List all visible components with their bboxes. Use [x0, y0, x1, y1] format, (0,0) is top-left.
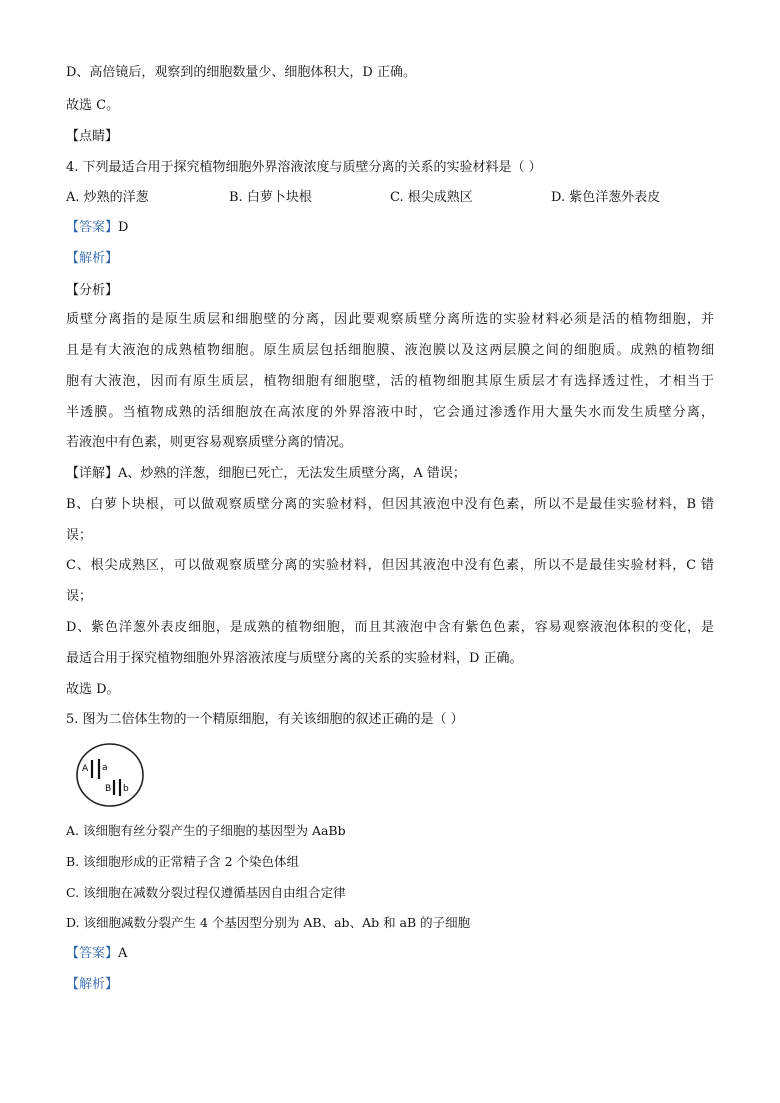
q4-option-c: C. 根尖成熟区	[390, 190, 473, 205]
q4-analysis-line-3: 胞有大液泡，因而有原生质层，植物细胞有细胞壁，活的植物细胞其原生质层才有选择透过性，才相当于	[66, 374, 714, 389]
answer-tag: 【答案】	[66, 946, 119, 961]
q4-analysis-tag: 【分析】	[66, 283, 119, 298]
prev-conclusion: 故选 C。	[66, 98, 120, 113]
q4-answer	[66, 219, 714, 237]
q4-analysis-line-5: 若液泡中有色素，则更容易观察质壁分离的情况。	[66, 435, 353, 450]
q4-conclusion: 故选 D。	[66, 682, 120, 697]
chromosome-pair-1	[92, 759, 99, 779]
q4-analysis-line-4: 半透膜。当植物成熟的活细胞放在高浓度的外界溶液中时，它会通过渗透作用大量失水而发生质壁分离，	[66, 405, 714, 420]
q5-stem: 5. 图为二倍体生物的一个精原细胞，有关该细胞的叙述正确的是（ ）	[66, 712, 464, 727]
q4-option-a: A. 炒熟的洋葱	[66, 190, 149, 205]
chromosome-pair-2	[114, 779, 120, 796]
prev-analysis-d: D、高倍镜后，观察到的细胞数量少、细胞体积大，D 正确。	[66, 65, 416, 80]
q4-stem: 4. 下列最适合用于探究植物细胞外界溶液浓度与质壁分离的关系的实验材料是（ ）	[66, 160, 542, 175]
q4-analysis-line-1: 质壁分离指的是原生质层和细胞壁的分离，因此要观察质壁分离所选的实验材料必须是活的植物细胞，并	[66, 312, 714, 327]
q4-analysis-line-2: 且是有大液泡的成熟植物细胞。原生质层包括细胞膜、液泡膜以及这两层膜之间的细胞质。成熟的植物细	[66, 343, 714, 358]
q4-detail-b-2: 误；	[66, 528, 93, 543]
q4-option-d: D. 紫色洋葱外表皮	[551, 190, 661, 205]
gene-label-a-lower: a	[102, 763, 108, 773]
spermatogonium-cell-diagram	[72, 740, 152, 808]
cell-membrane-circle	[77, 744, 143, 806]
prev-comment-tag: 【点睛】	[66, 129, 119, 144]
q4-option-b: B. 白萝卜块根	[229, 190, 312, 205]
gene-label-b-lower: b	[123, 784, 129, 794]
gene-label-b-upper: B	[105, 784, 112, 794]
q4-detail-c-2: 误；	[66, 589, 93, 604]
q5-option-c: C. 该细胞在减数分裂过程仅遵循基因自由组合定律	[66, 885, 346, 900]
gene-label-a-upper: A	[82, 764, 89, 774]
q4-detail-a: 【详解】A、炒熟的洋葱，细胞已死亡，无法发生质壁分离，A 错误；	[66, 466, 466, 481]
q5-option-b: B. 该细胞形成的正常精子含 2 个染色体组	[66, 854, 300, 869]
q5-option-a: A. 该细胞有丝分裂产生的子细胞的基因型为 AaBb	[66, 823, 346, 838]
q4-explain-tag: 【解析】	[66, 251, 119, 266]
answer-tag: 【答案】	[66, 220, 119, 235]
q5-explain-tag: 【解析】	[66, 977, 119, 992]
answer-value: D	[118, 220, 129, 235]
q5-answer	[66, 945, 714, 963]
answer-value: A	[118, 946, 128, 961]
q5-option-d: D. 该细胞减数分裂产生 4 个基因型分别为 AB、ab、Ab 和 aB 的子细胞	[66, 915, 471, 930]
q4-detail-d-1: D、紫色洋葱外表皮细胞，是成熟的植物细胞，而且其液泡中含有紫色色素，容易观察液泡体积的变化，是	[66, 620, 714, 635]
q4-detail-c-1: C、根尖成熟区，可以做观察质壁分离的实验材料，但因其液泡中没有色素，所以不是最佳实验材料，C 错	[66, 558, 714, 573]
q4-detail-d-2: 最适合用于探究植物细胞外界溶液浓度与质壁分离的关系的实验材料，D 正确。	[66, 651, 523, 666]
q4-detail-b-1: B、白萝卜块根，可以做观察质壁分离的实验材料，但因其液泡中没有色素，所以不是最佳实验材料，B 错	[66, 497, 714, 512]
